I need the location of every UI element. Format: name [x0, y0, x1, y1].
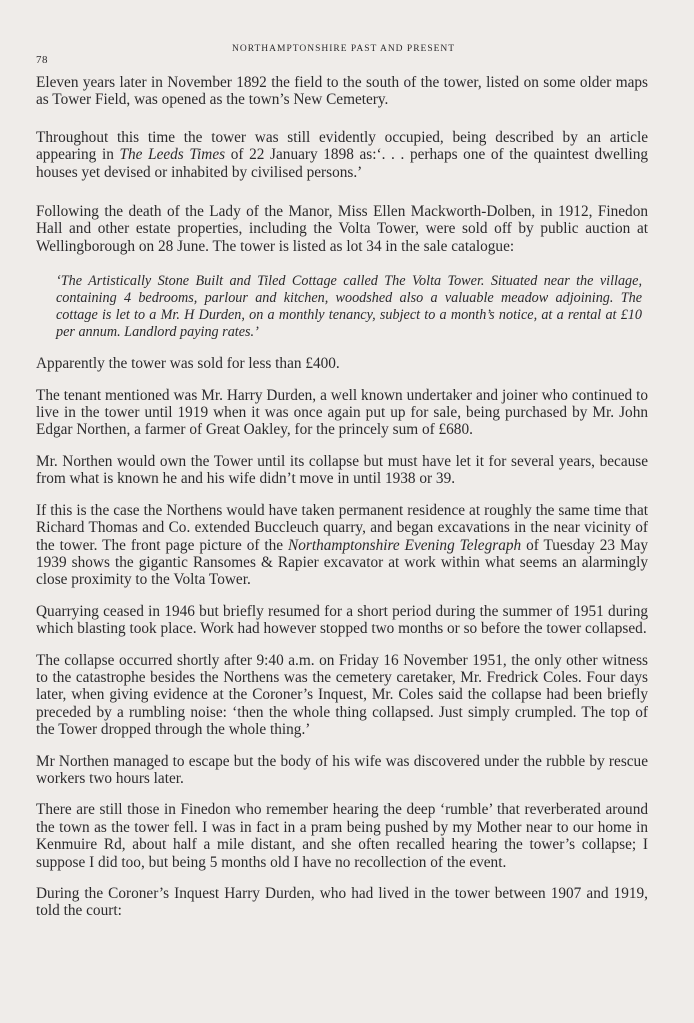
catalogue-quote: ‘The Artistically Stone Built and Tiled Cottage called The Volta Tower. Situated near the village, containing 4 bedrooms, parlour and kitchen, woodshed also a valuable meadow adjoining. The cottage is let to a Mr. H Durden, on a monthly tenancy, subject to a month’s notice, at a rental at £10 per annum. Landlord paying rates.’ [56, 273, 642, 341]
paragraph [36, 129, 648, 181]
paragraph: Mr Northen managed to escape but the body of his wife was discovered under the rubble by rescue workers two hours later. [36, 752, 648, 787]
newspaper-title: Northamptonshire Evening Telegraph [288, 536, 522, 554]
paragraph [36, 502, 648, 589]
paragraph-text: If this is the case the Northens would have taken permanent residence at roughly the same time that Richard Thomas and Co. extended Buccleuch quarry, and began excavations in the near vicinity of the tower. The front page picture of the [36, 501, 648, 554]
page-header [36, 44, 656, 64]
running-title: NORTHAMPTONSHIRE PAST AND PRESENT [232, 44, 456, 54]
page-number: 78 [36, 54, 48, 66]
paragraph: There are still those in Finedon who remember hearing the deep ‘rumble’ that reverberated around the town as the tower fell. I was in fact in a pram being pushed by my Mother near to our home in Kenmuire Rd, about half a mile distant, and she often recalled hearing the tower’s collapse; I suppose I did too, but being 5 months old I have no recollection of the event. [36, 801, 648, 871]
paragraph: The collapse occurred shortly after 9:40 a.m. on Friday 16 November 1951, the only other witness to the catastrophe besides the Northens was the cemetery caretaker, Mr. Fredrick Coles. Four days later, when giving evidence at the Coroner’s Inquest, Mr. Coles said the collapse had been briefly preceded by a rumbling noise: ‘then the whole thing collapsed. Just simply crumpled. The top of the Tower dropped through the whole thing.’ [36, 651, 648, 739]
paragraph-text: Throughout this time the tower was still evidently occupied, being described by an article appearing in [36, 128, 648, 164]
paragraph: Mr. Northen would own the Tower until its collapse but must have let it for several years, because from what is known he and his wife didn’t move in until 1938 or 39. [36, 452, 648, 488]
paragraph: Eleven years later in November 1892 the field to the south of the tower, listed on some older maps as Tower Field, was opened as the town’s New Cemetery. [36, 74, 648, 109]
paragraph-text: of 22 January 1898 as:‘. . . perhaps one of the quaintest dwelling houses yet devised or inhabited by civilised persons.’ [36, 146, 649, 181]
paragraph-text: of Tuesday 23 May 1939 shows the gigantic Ransomes & Rapier excavator at work within what seems an alarmingly close proximity to the Volta Tower. [36, 536, 649, 589]
page-body [36, 74, 648, 934]
paragraph: Apparently the tower was sold for less than £400. [36, 355, 340, 373]
paragraph: Quarrying ceased in 1946 but briefly resumed for a short period during the summer of 1951 during which blasting took place. Work had however stopped two months or so before the tower collapsed. [36, 602, 648, 638]
paragraph: The tenant mentioned was Mr. Harry Durden, a well known undertaker and joiner who continued to live in the tower until 1919 when it was once again put up for sale, being purchased by Mr. John Edgar Northen, a farmer of Great Oakley, for the princely sum of £680. [36, 386, 648, 439]
newspaper-title: The Leeds Times [119, 146, 226, 164]
paragraph: Following the death of the Lady of the Manor, Miss Ellen Mackworth-Dolben, in 1912, Finedon Hall and other estate properties, including the Volta Tower, were sold off by public auction at Wellingborough on 28 June. The tower is listed as lot 34 in the sale catalogue: [36, 203, 648, 255]
paragraph: During the Coroner’s Inquest Harry Durden, who had lived in the tower between 1907 and 1919, told the court: [36, 885, 648, 920]
